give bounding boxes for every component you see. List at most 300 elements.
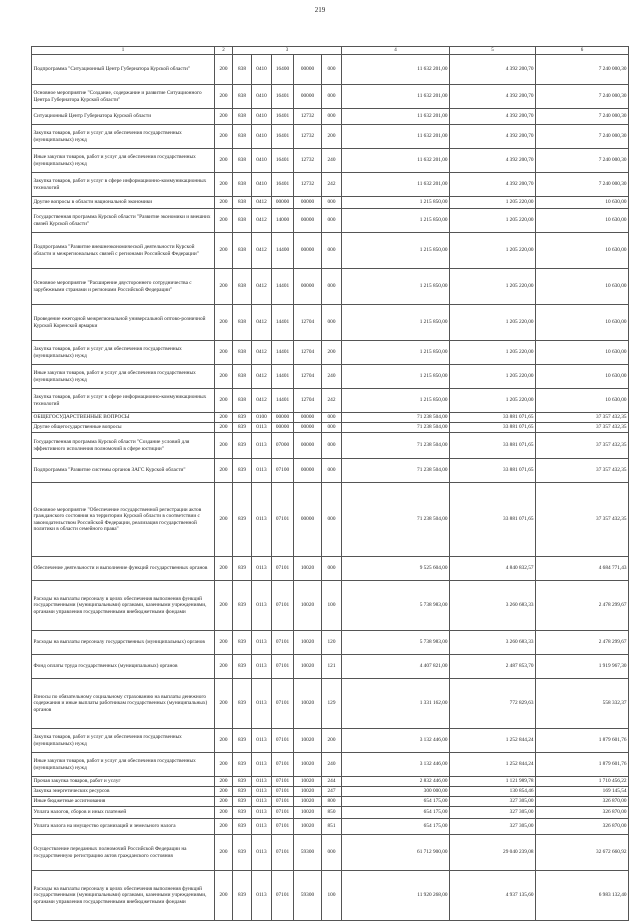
code-cell: 838 [233,365,252,389]
code-cell: 000 [322,269,342,305]
amount-cell: 37 357 432,35 [536,483,629,557]
amount-cell: 11 632 201,00 [342,85,450,109]
code-cell: 240 [322,365,342,389]
amount-cell: 6 983 132,40 [536,871,629,921]
code-cell: 12704 [294,389,322,413]
code-cell: 200 [215,341,233,365]
code-cell: 10020 [294,631,322,655]
amount-cell: 1 215 850,00 [342,305,450,341]
amount-cell: 10 630,00 [536,305,629,341]
amount-cell: 1 252 844,24 [450,729,536,753]
code-cell: 839 [233,631,252,655]
code-cell: 0113 [252,797,272,807]
code-cell: 59300 [294,871,322,921]
code-cell: 0113 [252,581,272,631]
row-name: Государственная программа Курской области "Развитие экономики и внешних связей Курской области" [32,209,215,233]
code-cell: 00000 [272,423,294,433]
amount-cell: 1 205 220,00 [450,389,536,413]
amount-cell: 1 215 850,00 [342,209,450,233]
code-cell: 16401 [272,149,294,173]
row-name: Закупка товаров, работ и услуг для обеспечения государственных (муниципальных) нужд [32,729,215,753]
code-cell: 839 [233,655,252,679]
code-cell: 07101 [272,655,294,679]
code-cell: 129 [322,679,342,729]
amount-cell: 3 132 446,00 [342,753,450,777]
amount-cell: 5 738 983,00 [342,631,450,655]
table-row [32,173,629,197]
table-row [32,197,629,209]
amount-cell: 37 357 432,35 [536,413,629,423]
code-cell: 838 [233,55,252,85]
table-row [32,807,629,819]
code-cell: 12704 [294,305,322,341]
code-cell: 0113 [252,557,272,581]
code-cell: 000 [322,413,342,423]
amount-cell: 37 357 432,35 [536,423,629,433]
code-cell: 000 [322,433,342,459]
amount-cell: 1 121 989,78 [450,777,536,787]
row-name: Основное мероприятие "Расширение двустороннего сотрудничества с зарубежными странами и регионами Российской Федерации" [32,269,215,305]
code-cell: 0113 [252,819,272,835]
code-cell: 200 [215,581,233,631]
code-cell: 838 [233,233,252,269]
amount-cell: 10 630,00 [536,209,629,233]
code-cell: 00000 [294,55,322,85]
table-row [32,631,629,655]
code-cell: 838 [233,197,252,209]
code-cell: 10020 [294,557,322,581]
code-cell: 247 [322,787,342,797]
table-row [32,483,629,557]
amount-cell: 1 205 220,00 [450,365,536,389]
code-cell: 0410 [252,85,272,109]
amount-cell: 11 632 201,00 [342,109,450,125]
code-cell: 0113 [252,655,272,679]
table-row [32,55,629,85]
amount-cell: 1 879 601,76 [536,729,629,753]
code-cell: 000 [322,109,342,125]
code-cell: 839 [233,679,252,729]
code-cell: 838 [233,209,252,233]
amount-cell: 71 238 504,00 [342,433,450,459]
amount-cell: 327 305,00 [450,819,536,835]
code-cell: 12732 [294,125,322,149]
amount-cell: 326 870,00 [536,819,629,835]
code-cell: 200 [215,389,233,413]
code-cell: 00000 [294,85,322,109]
code-cell: 0412 [252,233,272,269]
code-cell: 200 [215,433,233,459]
code-cell: 839 [233,433,252,459]
amount-cell: 11 920 268,00 [342,871,450,921]
code-cell: 000 [322,305,342,341]
code-cell: 07101 [272,777,294,787]
amount-cell: 29 040 239,08 [450,835,536,871]
code-cell: 0410 [252,55,272,85]
table-row [32,109,629,125]
code-cell: 00000 [294,483,322,557]
amount-cell: 1 215 850,00 [342,389,450,413]
code-cell: 00000 [294,233,322,269]
amount-cell: 1 252 844,24 [450,753,536,777]
code-cell: 0410 [252,173,272,197]
code-cell: 0412 [252,269,272,305]
amount-cell: 1 215 850,00 [342,233,450,269]
code-cell: 10020 [294,777,322,787]
code-cell: 00000 [294,269,322,305]
code-cell: 0410 [252,149,272,173]
table-row [32,85,629,109]
code-cell: 10020 [294,819,322,835]
amount-cell: 3 132 446,00 [342,729,450,753]
amount-cell: 11 632 201,00 [342,125,450,149]
amount-cell: 71 238 504,00 [342,423,450,433]
code-cell: 200 [215,197,233,209]
amount-cell: 10 630,00 [536,341,629,365]
row-name: Взносы по обязательному социальному страхованию на выплаты денежного содержания и иные выплаты работникам государственных (муниципальных) органов [32,679,215,729]
code-cell: 00000 [272,197,294,209]
code-cell: 10020 [294,655,322,679]
row-name: Расходы на выплаты персоналу государственных (муниципальных) органов [32,631,215,655]
header-cell: 3 [233,47,342,55]
code-cell: 838 [233,149,252,173]
code-cell: 839 [233,581,252,631]
header-cell: 2 [215,47,233,55]
amount-cell: 10 630,00 [536,197,629,209]
amount-cell: 2 478 299,67 [536,581,629,631]
amount-cell: 10 630,00 [536,233,629,269]
header-cell: 1 [32,47,215,55]
amount-cell: 5 738 983,00 [342,581,450,631]
row-name: Другие общегосударственные вопросы [32,423,215,433]
amount-cell: 654 175,00 [342,819,450,835]
amount-cell: 33 881 071,65 [450,413,536,423]
code-cell: 000 [322,483,342,557]
row-name: Закупка товаров, работ и услуг для обеспечения государственных (муниципальных) нужд [32,341,215,365]
code-cell: 0113 [252,459,272,483]
code-cell: 14401 [272,305,294,341]
amount-cell: 33 881 071,65 [450,459,536,483]
row-name: Прочая закупка товаров, работ и услуг [32,777,215,787]
code-cell: 12732 [294,173,322,197]
row-name: Подпрограмма "Развитие внешнеэкономической деятельности Курской области и межрегиональных связей с регионами Российской Федерации" [32,233,215,269]
code-cell: 07101 [272,819,294,835]
code-cell: 0113 [252,787,272,797]
code-cell: 200 [215,173,233,197]
code-cell: 200 [322,729,342,753]
code-cell: 100 [322,581,342,631]
amount-cell: 4 392 200,70 [450,55,536,85]
amount-cell: 10 630,00 [536,365,629,389]
amount-cell: 61 712 900,00 [342,835,450,871]
code-cell: 07101 [272,787,294,797]
amount-cell: 1 215 850,00 [342,269,450,305]
code-cell: 200 [215,233,233,269]
row-name: Основное мероприятие "Обеспечение государственной регистрации актов гражданского состояния на территории Курской области в соответствии с законодательством Российской Федерации, реализация государственной политики в области семейного права" [32,483,215,557]
code-cell: 0410 [252,109,272,125]
code-cell: 838 [233,389,252,413]
amount-cell: 1 215 850,00 [342,197,450,209]
code-cell: 000 [322,459,342,483]
code-cell: 16401 [272,85,294,109]
code-cell: 839 [233,483,252,557]
code-cell: 200 [215,423,233,433]
code-cell: 10020 [294,679,322,729]
row-name: Расходы на выплаты персоналу в целях обеспечения выполнения функций государственными (муниципальными) органами, казенными учреждениями, органами управления государственными внебюджетными фондами [32,871,215,921]
code-cell: 000 [322,423,342,433]
code-cell: 839 [233,819,252,835]
table-row [32,269,629,305]
code-cell: 0113 [252,807,272,819]
code-cell: 0113 [252,871,272,921]
code-cell: 07101 [272,871,294,921]
amount-cell: 4 937 135,60 [450,871,536,921]
code-cell: 07101 [272,797,294,807]
header-cell: 5 [450,47,536,55]
amount-cell: 169 145,54 [536,787,629,797]
code-cell: 0113 [252,433,272,459]
table-row [32,581,629,631]
table-row [32,433,629,459]
row-name: Иные закупки товаров, работ и услуг для обеспечения государственных (муниципальных) нужд [32,149,215,173]
code-cell: 200 [215,305,233,341]
code-cell: 0113 [252,631,272,655]
code-cell: 0113 [252,729,272,753]
code-cell: 200 [215,125,233,149]
table-row [32,305,629,341]
code-cell: 0412 [252,197,272,209]
code-cell: 839 [233,807,252,819]
code-cell: 200 [215,777,233,787]
row-name: Уплата налога на имущество организаций и земельного налога [32,819,215,835]
table-row [32,423,629,433]
amount-cell: 33 881 071,65 [450,423,536,433]
code-cell: 000 [322,55,342,85]
code-cell: 0113 [252,423,272,433]
amount-cell: 4 840 832,57 [450,557,536,581]
table-row [32,787,629,797]
amount-cell: 33 881 071,65 [450,483,536,557]
code-cell: 10020 [294,729,322,753]
amount-cell: 11 632 201,00 [342,55,450,85]
amount-cell: 7 240 000,30 [536,55,629,85]
budget-table [31,46,629,921]
code-cell: 838 [233,85,252,109]
code-cell: 000 [322,557,342,581]
amount-cell: 326 870,00 [536,807,629,819]
code-cell: 14400 [272,233,294,269]
amount-cell: 1 710 456,22 [536,777,629,787]
table-row [32,871,629,921]
code-cell: 10020 [294,797,322,807]
row-name: Иные закупки товаров, работ и услуг для обеспечения государственных (муниципальных) нужд [32,365,215,389]
code-cell: 838 [233,305,252,341]
code-cell: 07101 [272,631,294,655]
code-cell: 839 [233,787,252,797]
header-cell: 4 [342,47,450,55]
amount-cell: 130 854,46 [450,787,536,797]
code-cell: 850 [322,807,342,819]
amount-cell: 10 630,00 [536,269,629,305]
code-cell: 16401 [272,109,294,125]
table-row [32,655,629,679]
code-cell: 839 [233,729,252,753]
row-name: ОБЩЕГОСУДАРСТВЕННЫЕ ВОПРОСЫ [32,413,215,423]
table-row [32,341,629,365]
code-cell: 200 [215,753,233,777]
code-cell: 07101 [272,753,294,777]
code-cell: 839 [233,777,252,787]
code-cell: 839 [233,423,252,433]
code-cell: 200 [215,149,233,173]
amount-cell: 11 632 201,00 [342,149,450,173]
table-row [32,753,629,777]
code-cell: 00000 [294,423,322,433]
code-cell: 12732 [294,109,322,125]
code-cell: 16400 [272,55,294,85]
row-name: Обеспечение деятельности и выполнение функций государственных органов [32,557,215,581]
row-name: Государственная программа Курской области "Создание условий для эффективного исполнения полномочий в сфере юстиции" [32,433,215,459]
code-cell: 000 [322,209,342,233]
row-name: Подпрограмма "Развитие системы органов ЗАГС Курской области" [32,459,215,483]
code-cell: 838 [233,173,252,197]
code-cell: 12732 [294,149,322,173]
code-cell: 00000 [272,413,294,423]
amount-cell: 71 238 504,00 [342,413,450,423]
amount-cell: 2 832 446,00 [342,777,450,787]
code-cell: 16401 [272,173,294,197]
code-cell: 200 [215,807,233,819]
code-cell: 200 [215,679,233,729]
amount-cell: 1 215 850,00 [342,365,450,389]
table-row [32,819,629,835]
code-cell: 839 [233,835,252,871]
amount-cell: 558 332,37 [536,679,629,729]
code-cell: 07101 [272,807,294,819]
table-row [32,125,629,149]
amount-cell: 3 260 683,33 [450,631,536,655]
table-row [32,233,629,269]
code-cell: 14401 [272,389,294,413]
amount-cell: 71 238 504,00 [342,483,450,557]
amount-cell: 4 392 200,70 [450,173,536,197]
code-cell: 200 [215,631,233,655]
code-cell: 838 [233,109,252,125]
code-cell: 14000 [272,209,294,233]
amount-cell: 4 392 200,70 [450,149,536,173]
amount-cell: 327 305,00 [450,807,536,819]
code-cell: 240 [322,753,342,777]
code-cell: 12704 [294,341,322,365]
amount-cell: 1 205 220,00 [450,197,536,209]
amount-cell: 9 525 604,00 [342,557,450,581]
row-name: Иные закупки товаров, работ и услуг для обеспечения государственных (муниципальных) нужд [32,753,215,777]
code-cell: 07100 [272,459,294,483]
code-cell: 200 [215,729,233,753]
code-cell: 0100 [252,413,272,423]
amount-cell: 7 240 000,30 [536,149,629,173]
code-cell: 0410 [252,125,272,149]
code-cell: 10020 [294,787,322,797]
code-cell: 200 [215,835,233,871]
code-cell: 839 [233,753,252,777]
amount-cell: 1 205 220,00 [450,305,536,341]
code-cell: 0412 [252,209,272,233]
code-cell: 200 [215,209,233,233]
code-cell: 07101 [272,581,294,631]
code-cell: 838 [233,341,252,365]
amount-cell: 654 175,00 [342,797,450,807]
code-cell: 240 [322,149,342,173]
amount-cell: 1 205 220,00 [450,233,536,269]
table-row [32,413,629,423]
table-row [32,389,629,413]
code-cell: 200 [322,125,342,149]
code-cell: 10020 [294,807,322,819]
code-cell: 07000 [272,433,294,459]
code-cell: 800 [322,797,342,807]
code-cell: 200 [215,557,233,581]
code-cell: 839 [233,797,252,807]
code-cell: 200 [215,819,233,835]
code-cell: 14401 [272,269,294,305]
row-name: Ситуационный Центр Губернатора Курской области [32,109,215,125]
code-cell: 200 [215,797,233,807]
code-cell: 200 [215,871,233,921]
code-cell: 200 [215,365,233,389]
code-cell: 00000 [294,459,322,483]
row-name: Закупка товаров, работ и услуг для обеспечения государственных (муниципальных) нужд [32,125,215,149]
table-row [32,835,629,871]
amount-cell: 326 870,00 [536,797,629,807]
code-cell: 10020 [294,581,322,631]
code-cell: 000 [322,233,342,269]
amount-cell: 7 240 000,30 [536,109,629,125]
code-cell: 244 [322,777,342,787]
amount-cell: 654 175,00 [342,807,450,819]
row-name: Подпрограмма "Ситуационный Центр Губернатора Курской области" [32,55,215,85]
amount-cell: 327 305,00 [450,797,536,807]
code-cell: 0412 [252,389,272,413]
table-row [32,459,629,483]
code-cell: 839 [233,459,252,483]
table-row [32,679,629,729]
code-cell: 07101 [272,729,294,753]
row-name: Иные бюджетные ассигнования [32,797,215,807]
code-cell: 838 [233,125,252,149]
code-cell: 16401 [272,125,294,149]
row-name: Осуществление переданных полномочий Российской Федерации на государственную регистрацию актов гражданского состояния [32,835,215,871]
table-row [32,797,629,807]
code-cell: 838 [233,269,252,305]
code-cell: 839 [233,413,252,423]
code-cell: 00000 [294,197,322,209]
amount-cell: 1 205 220,00 [450,209,536,233]
amount-cell: 33 881 071,65 [450,433,536,459]
code-cell: 10020 [294,753,322,777]
amount-cell: 11 632 201,00 [342,173,450,197]
code-cell: 200 [215,269,233,305]
amount-cell: 7 240 000,30 [536,85,629,109]
code-cell: 07101 [272,835,294,871]
code-cell: 07101 [272,483,294,557]
amount-cell: 1 205 220,00 [450,269,536,305]
code-cell: 200 [215,655,233,679]
code-cell: 100 [322,871,342,921]
code-cell: 200 [322,341,342,365]
code-cell: 839 [233,871,252,921]
code-cell: 200 [215,55,233,85]
